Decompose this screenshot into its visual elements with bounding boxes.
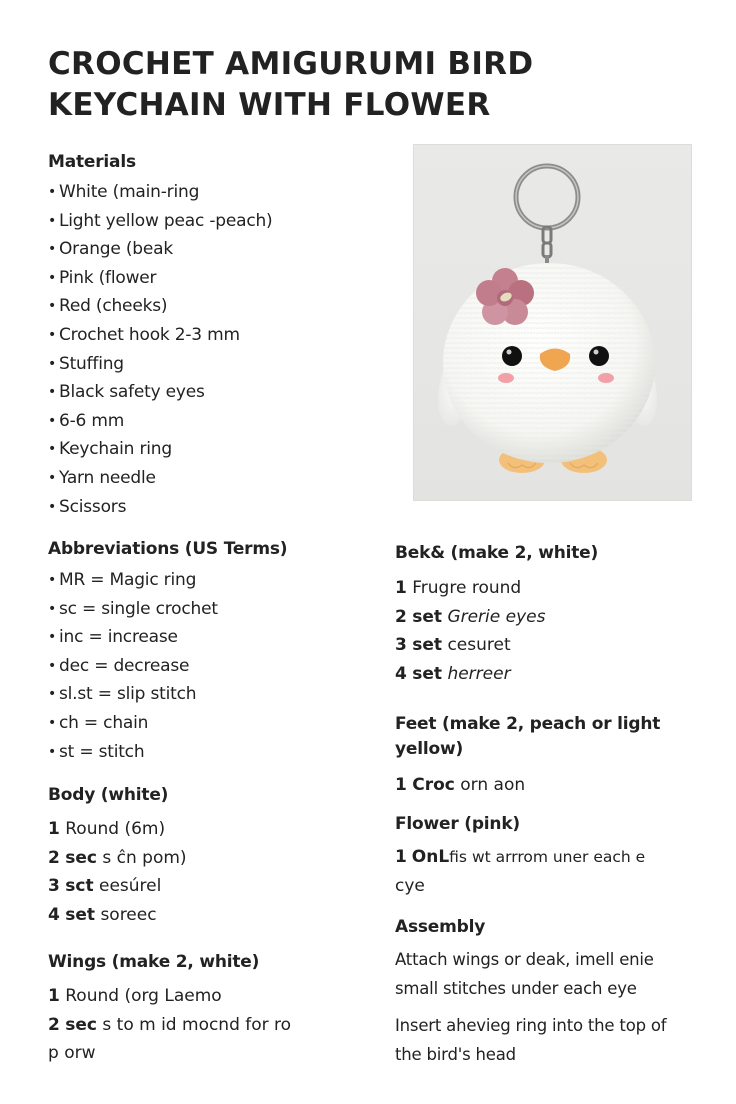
- wings-section: [48, 952, 368, 1068]
- flower-rows: [395, 843, 695, 900]
- assembly-step-2: Insert ahevieg ring into the top of the bird's head: [395, 1016, 667, 1064]
- pattern-row: 3 set cesuret: [395, 635, 511, 655]
- list-item: • Yarn needle: [48, 465, 388, 494]
- list-item: • Stuffing: [48, 351, 388, 380]
- wings-rows: [48, 982, 368, 1068]
- pattern-row: 1 Croc orn aon: [395, 775, 526, 795]
- list-item: • Orange (beak: [48, 236, 388, 265]
- list-item: • Black safety eyes: [48, 379, 388, 408]
- body-rows: [48, 815, 368, 929]
- materials-heading: Materials: [48, 152, 136, 172]
- list-item: • inc = increase: [48, 624, 368, 653]
- pattern-row: 1 Frugre round: [395, 578, 522, 598]
- list-item: • dec = decrease: [48, 653, 368, 682]
- pattern-row: 1 OnLfis wt arrrom uner each e: [395, 847, 646, 867]
- list-item: • sc = single crochet: [48, 596, 368, 625]
- beak-heading: Bek& (make 2, white): [395, 543, 599, 563]
- list-item: • White (main-ring: [48, 179, 388, 208]
- assembly-section: [395, 917, 685, 1069]
- list-item: • Light yellow peac -peach): [48, 208, 388, 237]
- title-line-2: KEYCHAIN WITH FLOWER: [48, 87, 491, 123]
- pattern-row: 3 sct eesúrel: [48, 876, 162, 896]
- feet-section: [395, 712, 695, 800]
- pattern-row: 2 sec s ĉn pom): [48, 847, 187, 868]
- title-line-1: CROCHET AMIGURUMI BIRD: [48, 46, 534, 82]
- keyring-icon: [516, 166, 578, 263]
- wings-heading: Wings (make 2, white): [48, 952, 260, 972]
- list-item: • MR = Magic ring: [48, 567, 368, 596]
- abbreviations-heading: Abbreviations (US Terms): [48, 539, 288, 559]
- list-item: • Crochet hook 2-3 mm: [48, 322, 388, 351]
- list-item: • st = stitch: [48, 739, 368, 768]
- pattern-row-wrap: cye: [395, 875, 425, 896]
- beak-rows: [395, 574, 705, 688]
- list-item: • Keychain ring: [48, 436, 388, 465]
- feet-rows: [395, 771, 695, 800]
- pattern-row: 1 Round (org Laemo: [48, 986, 222, 1006]
- materials-section: [48, 152, 388, 522]
- product-photo: [413, 144, 692, 501]
- list-item: • Pink (flower: [48, 265, 388, 294]
- abbreviations-section: [48, 539, 368, 767]
- pattern-row: 2 set Grerie eyes: [395, 606, 546, 627]
- list-item: • 6-6 mm: [48, 408, 388, 437]
- beak-section: [395, 543, 705, 688]
- list-item: • Red (cheeks): [48, 293, 388, 322]
- pattern-row: 1 Round (6m): [48, 819, 166, 839]
- flower-section: [395, 814, 695, 900]
- assembly-heading: Assembly: [395, 917, 486, 937]
- list-item: • sl.st = slip stitch: [48, 681, 368, 710]
- feet-heading: Feet (make 2, peach or light yellow): [395, 714, 661, 759]
- pattern-row: 4 set soreec: [48, 904, 157, 925]
- abbreviations-list: [48, 567, 368, 767]
- pattern-row: 2 sec s to m id mocnd for ro: [48, 1014, 292, 1035]
- pattern-row-wrap: p orw: [48, 1043, 96, 1063]
- page-title: [48, 44, 688, 126]
- list-item: • ch = chain: [48, 710, 368, 739]
- materials-list: [48, 179, 388, 522]
- amigurumi-bird-illustration: [414, 145, 693, 502]
- body-heading: Body (white): [48, 785, 169, 805]
- list-item: • Scissors: [48, 494, 388, 523]
- assembly-step-1: Attach wings or deak, imell enie small stitches under each eye: [395, 950, 654, 998]
- body-section: [48, 785, 368, 929]
- flower-heading: Flower (pink): [395, 814, 520, 834]
- pattern-row: 4 set herreer: [395, 663, 511, 684]
